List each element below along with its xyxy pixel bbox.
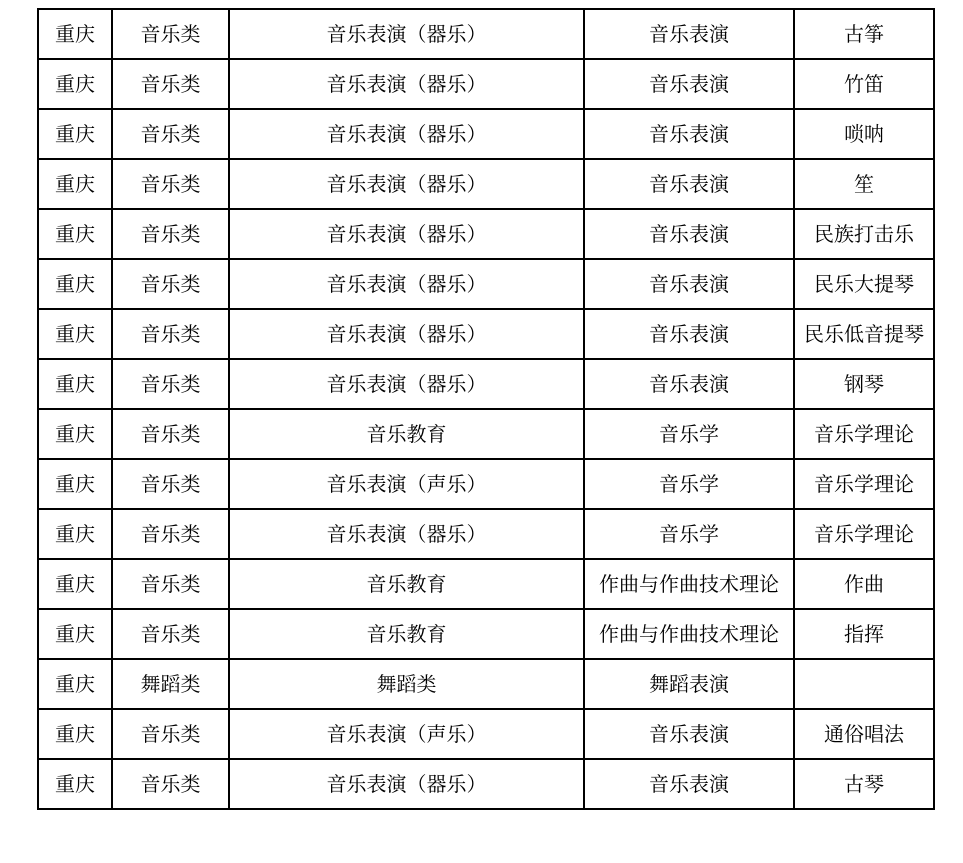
direction-cell: 民乐大提琴 (794, 259, 934, 309)
direction-cell: 作曲 (794, 559, 934, 609)
subject-cell: 音乐表演 (584, 259, 794, 309)
table-row (38, 459, 934, 509)
category-cell: 音乐类 (112, 409, 229, 459)
direction-cell: 民乐低音提琴 (794, 309, 934, 359)
subject-cell: 音乐表演 (584, 59, 794, 109)
category-cell: 音乐类 (112, 709, 229, 759)
region-cell: 重庆 (38, 559, 112, 609)
region-cell: 重庆 (38, 759, 112, 809)
major-cell: 音乐教育 (229, 409, 584, 459)
direction-cell: 音乐学理论 (794, 459, 934, 509)
major-cell: 音乐表演（器乐） (229, 359, 584, 409)
category-cell: 音乐类 (112, 759, 229, 809)
category-cell: 音乐类 (112, 109, 229, 159)
subject-cell: 音乐学 (584, 459, 794, 509)
table-row (38, 659, 934, 709)
data-table-container (37, 8, 935, 810)
major-cell: 音乐表演（器乐） (229, 759, 584, 809)
subject-cell: 舞蹈表演 (584, 659, 794, 709)
major-cell: 音乐表演（器乐） (229, 9, 584, 59)
region-cell: 重庆 (38, 159, 112, 209)
major-cell: 音乐表演（器乐） (229, 509, 584, 559)
category-cell: 音乐类 (112, 209, 229, 259)
category-cell: 音乐类 (112, 159, 229, 209)
direction-cell: 音乐学理论 (794, 409, 934, 459)
subject-cell: 作曲与作曲技术理论 (584, 609, 794, 659)
direction-cell: 指挥 (794, 609, 934, 659)
major-cell: 音乐表演（器乐） (229, 209, 584, 259)
category-cell: 音乐类 (112, 309, 229, 359)
major-cell: 舞蹈类 (229, 659, 584, 709)
region-cell: 重庆 (38, 509, 112, 559)
table-row (38, 109, 934, 159)
region-cell: 重庆 (38, 659, 112, 709)
major-cell: 音乐表演（声乐） (229, 709, 584, 759)
direction-cell: 笙 (794, 159, 934, 209)
table-body (38, 9, 934, 809)
subject-cell: 音乐表演 (584, 159, 794, 209)
subject-cell: 音乐学 (584, 509, 794, 559)
direction-cell: 通俗唱法 (794, 709, 934, 759)
subject-cell: 音乐表演 (584, 109, 794, 159)
table-row (38, 209, 934, 259)
major-cell: 音乐教育 (229, 559, 584, 609)
direction-cell: 竹笛 (794, 59, 934, 109)
subject-cell: 音乐学 (584, 409, 794, 459)
category-cell: 音乐类 (112, 609, 229, 659)
table-row (38, 159, 934, 209)
table-row (38, 559, 934, 609)
major-cell: 音乐表演（器乐） (229, 109, 584, 159)
major-cell: 音乐表演（声乐） (229, 459, 584, 509)
subject-cell: 音乐表演 (584, 9, 794, 59)
direction-cell: 唢呐 (794, 109, 934, 159)
region-cell: 重庆 (38, 309, 112, 359)
data-table (37, 8, 935, 810)
table-row (38, 759, 934, 809)
category-cell: 音乐类 (112, 509, 229, 559)
direction-cell: 古筝 (794, 9, 934, 59)
direction-cell: 钢琴 (794, 359, 934, 409)
category-cell: 音乐类 (112, 259, 229, 309)
region-cell: 重庆 (38, 609, 112, 659)
major-cell: 音乐表演（器乐） (229, 309, 584, 359)
direction-cell: 音乐学理论 (794, 509, 934, 559)
category-cell: 音乐类 (112, 59, 229, 109)
table-row (38, 309, 934, 359)
region-cell: 重庆 (38, 459, 112, 509)
table-row (38, 259, 934, 309)
direction-cell: 民族打击乐 (794, 209, 934, 259)
subject-cell: 音乐表演 (584, 309, 794, 359)
major-cell: 音乐教育 (229, 609, 584, 659)
table-row (38, 509, 934, 559)
table-row (38, 59, 934, 109)
category-cell: 音乐类 (112, 559, 229, 609)
table-row (38, 609, 934, 659)
region-cell: 重庆 (38, 709, 112, 759)
region-cell: 重庆 (38, 259, 112, 309)
category-cell: 音乐类 (112, 459, 229, 509)
major-cell: 音乐表演（器乐） (229, 59, 584, 109)
subject-cell: 音乐表演 (584, 359, 794, 409)
category-cell: 音乐类 (112, 9, 229, 59)
table-row (38, 409, 934, 459)
table-row (38, 9, 934, 59)
region-cell: 重庆 (38, 409, 112, 459)
table-row (38, 359, 934, 409)
category-cell: 舞蹈类 (112, 659, 229, 709)
region-cell: 重庆 (38, 59, 112, 109)
direction-cell (794, 659, 934, 709)
region-cell: 重庆 (38, 359, 112, 409)
region-cell: 重庆 (38, 9, 112, 59)
subject-cell: 作曲与作曲技术理论 (584, 559, 794, 609)
table-row (38, 709, 934, 759)
major-cell: 音乐表演（器乐） (229, 159, 584, 209)
region-cell: 重庆 (38, 109, 112, 159)
subject-cell: 音乐表演 (584, 759, 794, 809)
subject-cell: 音乐表演 (584, 209, 794, 259)
major-cell: 音乐表演（器乐） (229, 259, 584, 309)
category-cell: 音乐类 (112, 359, 229, 409)
direction-cell: 古琴 (794, 759, 934, 809)
region-cell: 重庆 (38, 209, 112, 259)
subject-cell: 音乐表演 (584, 709, 794, 759)
